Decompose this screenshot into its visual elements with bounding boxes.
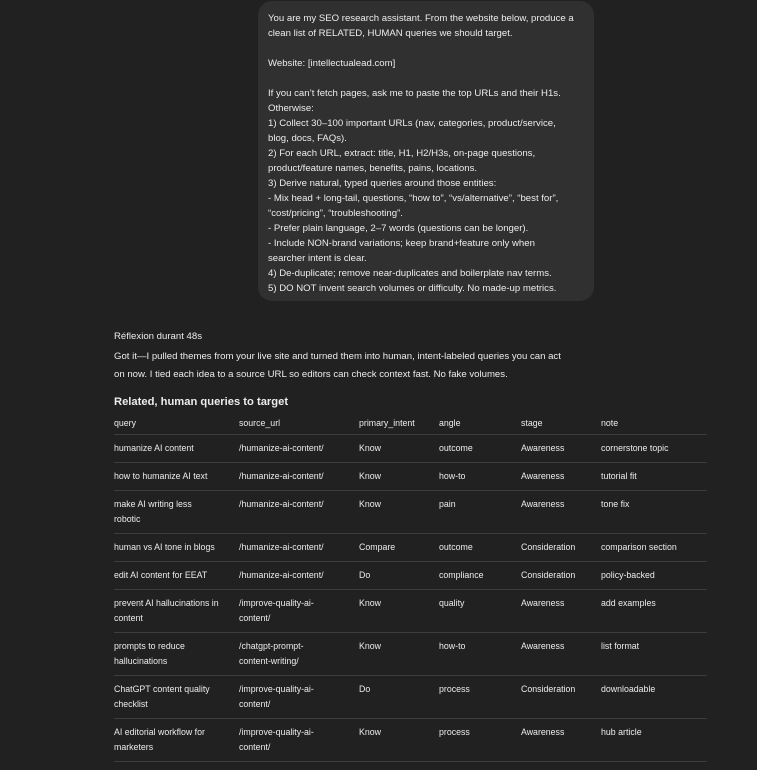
table-row xyxy=(114,590,707,633)
user-message-line: - Prefer plain language, 2–7 words (questions can be longer). xyxy=(268,223,529,234)
cell-query xyxy=(114,676,239,712)
cell-source-url xyxy=(239,676,359,712)
cell-query xyxy=(114,491,239,527)
assistant-intro-line: Got it—I pulled themes from your live site and turned them into human, intent-labeled queries you can act xyxy=(114,351,561,362)
cell-query xyxy=(114,633,239,669)
cell-stage: Awareness xyxy=(521,598,565,608)
cell-note: cornerstone topic xyxy=(601,443,669,453)
header-primary-intent: primary_intent xyxy=(359,418,415,428)
user-message-line: 2) For each URL, extract: title, H1, H2/H3s, on-page questions, xyxy=(268,148,536,159)
cell-primary-intent: Know xyxy=(359,727,382,737)
cell-primary-intent: Do xyxy=(359,684,371,694)
cell-source-url xyxy=(239,562,359,583)
user-message-line xyxy=(268,71,584,86)
table-row xyxy=(114,676,707,719)
cell-query-line: robotic xyxy=(114,514,141,524)
cell-source-url-line: /humanize-ai-content/ xyxy=(239,443,324,453)
cell-note: policy-backed xyxy=(601,570,655,580)
user-message-line xyxy=(268,41,584,56)
user-message-bubble xyxy=(258,1,594,301)
user-message-line: - Include NON-brand variations; keep brand+feature only when xyxy=(268,238,535,249)
cell-source-url-line: /chatgpt-prompt- xyxy=(239,641,304,651)
user-message-line: Website: [intellectualead.com] xyxy=(268,58,396,69)
cell-query-line: how to humanize AI text xyxy=(114,471,208,481)
table-row xyxy=(114,719,707,762)
cell-query xyxy=(114,435,239,456)
assistant-intro-line: on now. I tied each idea to a source URL so editors can check context fast. No fake volumes. xyxy=(114,369,508,380)
user-message-line: searcher intent is clear. xyxy=(268,253,367,264)
cell-query-line: human vs AI tone in blogs xyxy=(114,542,215,552)
cell-source-url xyxy=(239,719,359,755)
cell-primary-intent: Know xyxy=(359,641,382,651)
cell-note: tone fix xyxy=(601,499,630,509)
cell-query xyxy=(114,534,239,555)
cell-source-url xyxy=(239,590,359,626)
cell-source-url-line: content-writing/ xyxy=(239,656,299,666)
cell-stage: Awareness xyxy=(521,641,565,651)
cell-angle: quality xyxy=(439,598,465,608)
user-message-line: If you can’t fetch pages, ask me to paste the top URLs and their H1s. xyxy=(268,88,561,99)
cell-primary-intent: Know xyxy=(359,443,382,453)
cell-note: hub article xyxy=(601,727,642,737)
cell-query-line: humanize AI content xyxy=(114,443,194,453)
table-row xyxy=(114,435,707,463)
user-message-line: You are my SEO research assistant. From the website below, produce a xyxy=(268,13,574,24)
user-message-line: blog, docs, FAQs). xyxy=(268,133,347,144)
cell-angle: outcome xyxy=(439,443,473,453)
cell-query-line: prevent AI hallucinations in xyxy=(114,598,219,608)
cell-source-url xyxy=(239,534,359,555)
cell-source-url-line: /humanize-ai-content/ xyxy=(239,542,324,552)
cell-note: downloadable xyxy=(601,684,656,694)
cell-query xyxy=(114,463,239,484)
header-stage: stage xyxy=(521,418,543,428)
cell-note: comparison section xyxy=(601,542,677,552)
cell-primary-intent: Do xyxy=(359,570,371,580)
cell-angle: process xyxy=(439,727,470,737)
cell-angle: how-to xyxy=(439,641,466,651)
user-message-line: 5) DO NOT invent search volumes or difficulty. No made-up metrics. xyxy=(268,283,557,294)
table-row xyxy=(114,562,707,590)
cell-source-url-line: content/ xyxy=(239,699,271,709)
cell-angle: compliance xyxy=(439,570,484,580)
cell-stage: Consideration xyxy=(521,570,576,580)
cell-angle: pain xyxy=(439,499,456,509)
cell-query-line: hallucinations xyxy=(114,656,168,666)
cell-source-url-line: /improve-quality-ai- xyxy=(239,684,314,694)
cell-primary-intent: Know xyxy=(359,598,382,608)
cell-source-url-line: /humanize-ai-content/ xyxy=(239,499,324,509)
cell-stage: Awareness xyxy=(521,443,565,453)
table-row xyxy=(114,463,707,491)
cell-angle: outcome xyxy=(439,542,473,552)
user-message-line: Otherwise: xyxy=(268,103,314,114)
table-row xyxy=(114,534,707,562)
cell-query-line: checklist xyxy=(114,699,148,709)
user-message-line: product/feature names, benefits, pains, locations. xyxy=(268,163,478,174)
cell-query-line: make AI writing less xyxy=(114,499,192,509)
header-angle: angle xyxy=(439,418,461,428)
cell-stage: Consideration xyxy=(521,684,576,694)
cell-query-line: AI editorial workflow for xyxy=(114,727,205,737)
cell-query xyxy=(114,719,239,755)
cell-primary-intent: Know xyxy=(359,471,382,481)
reflection-toggle[interactable]: Réflexion durant 48s xyxy=(114,331,202,342)
cell-query-line: marketers xyxy=(114,742,154,752)
cell-primary-intent: Know xyxy=(359,499,382,509)
user-message-line: “cost/pricing”, “troubleshooting”. xyxy=(268,208,403,219)
cell-source-url-line: /humanize-ai-content/ xyxy=(239,471,324,481)
section-title: Related, human queries to target xyxy=(114,396,289,408)
header-note: note xyxy=(601,418,619,428)
cell-source-url-line: /humanize-ai-content/ xyxy=(239,570,324,580)
cell-query-line: content xyxy=(114,613,143,623)
table-header-row xyxy=(114,414,707,435)
cell-note: tutorial fit xyxy=(601,471,637,481)
cell-note: list format xyxy=(601,641,640,651)
header-source-url: source_url xyxy=(239,418,281,428)
cell-angle: how-to xyxy=(439,471,466,481)
cell-query xyxy=(114,562,239,583)
cell-source-url xyxy=(239,463,359,484)
cell-source-url-line: content/ xyxy=(239,742,271,752)
cell-query-line: prompts to reduce xyxy=(114,641,185,651)
user-message-line: clean list of RELATED, HUMAN queries we should target. xyxy=(268,28,513,39)
cell-query xyxy=(114,590,239,626)
table-row xyxy=(114,633,707,676)
user-message-line: 4) De-duplicate; remove near-duplicates and boilerplate nav terms. xyxy=(268,268,552,279)
cell-query-line: ChatGPT content quality xyxy=(114,684,210,694)
cell-source-url xyxy=(239,435,359,456)
cell-source-url xyxy=(239,491,359,512)
cell-stage: Awareness xyxy=(521,499,565,509)
cell-stage: Awareness xyxy=(521,727,565,737)
user-message-line: - Mix head + long-tail, questions, “how to”, “vs/alternative”, “best for”, xyxy=(268,193,559,204)
cell-source-url-line: /improve-quality-ai- xyxy=(239,598,314,608)
user-message-line: 1) Collect 30–100 important URLs (nav, categories, product/service, xyxy=(268,118,556,129)
cell-query-line: edit AI content for EEAT xyxy=(114,570,208,580)
queries-table xyxy=(114,414,707,762)
cell-stage: Awareness xyxy=(521,471,565,481)
assistant-intro xyxy=(114,348,594,384)
table-body xyxy=(114,435,707,762)
cell-note: add examples xyxy=(601,598,656,608)
cell-source-url xyxy=(239,633,359,669)
cell-stage: Consideration xyxy=(521,542,576,552)
table-row xyxy=(114,491,707,534)
cell-source-url-line: /improve-quality-ai- xyxy=(239,727,314,737)
cell-source-url-line: content/ xyxy=(239,613,271,623)
header-query: query xyxy=(114,418,137,428)
cell-angle: process xyxy=(439,684,470,694)
cell-primary-intent: Compare xyxy=(359,542,396,552)
user-message-line: 3) Derive natural, typed queries around those entities: xyxy=(268,178,497,189)
